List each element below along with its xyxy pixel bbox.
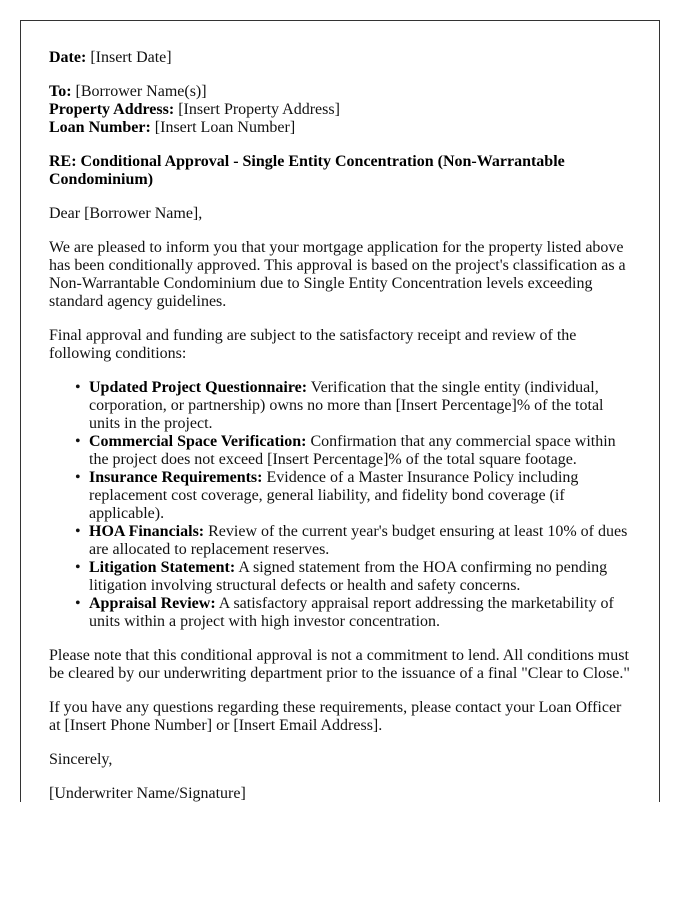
condition-text: A signed statement from the HOA confirming no pending litigation involving structural defects or health and safety concerns. bbox=[89, 559, 608, 594]
bullet-icon: • bbox=[75, 523, 81, 540]
property-address-line bbox=[49, 101, 631, 119]
recipient-block bbox=[49, 83, 631, 137]
condition-title: Updated Project Questionnaire: bbox=[89, 379, 308, 396]
condition-item bbox=[75, 523, 631, 559]
condition-title: HOA Financials: bbox=[89, 523, 205, 540]
condition-text: Evidence of a Master Insurance Policy including replacement cost coverage, general liability, and fidelity bond coverage (if applicable). bbox=[89, 469, 579, 522]
condition-item bbox=[75, 469, 631, 523]
bullet-icon: • bbox=[75, 379, 81, 396]
condition-text: Review of the current year's budget ensuring at least 10% of dues are allocated to replacement reserves. bbox=[89, 523, 628, 558]
bullet-icon: • bbox=[75, 469, 81, 486]
to-value: [Borrower Name(s)] bbox=[75, 83, 207, 100]
date-value: [Insert Date] bbox=[90, 49, 172, 66]
condition-item bbox=[75, 433, 631, 469]
signature: [Underwriter Name/Signature] bbox=[49, 785, 246, 802]
contact-paragraph: If you have any questions regarding these requirements, please contact your Loan Officer at [Insert Phone Number] or [Insert Email Address]. bbox=[49, 699, 622, 734]
date-label: Date: bbox=[49, 49, 87, 66]
to-label: To: bbox=[49, 83, 72, 100]
property-address-value: [Insert Property Address] bbox=[178, 101, 340, 118]
loan-number-line bbox=[49, 119, 631, 137]
conditions-list bbox=[49, 379, 631, 631]
property-address-label: Property Address: bbox=[49, 101, 175, 118]
closing: Sincerely, bbox=[49, 751, 113, 768]
loan-number-value: [Insert Loan Number] bbox=[154, 119, 296, 136]
condition-text: Verification that the single entity (individual, corporation, or partnership) owns no more than [Insert Percentage]% of the total units in the project. bbox=[89, 379, 604, 432]
bullet-icon: • bbox=[75, 559, 81, 576]
condition-text: A satisfactory appraisal report addressing the marketability of units within a project with high investor concentration. bbox=[89, 595, 614, 630]
condition-item bbox=[75, 595, 631, 631]
bullet-icon: • bbox=[75, 433, 81, 450]
to-line bbox=[49, 83, 631, 101]
condition-item bbox=[75, 379, 631, 433]
condition-item bbox=[75, 559, 631, 595]
condition-text: Confirmation that any commercial space within the project does not exceed [Insert Percentage]% of the total square footage. bbox=[89, 433, 616, 468]
intro-paragraph: We are pleased to inform you that your mortgage application for the property listed above has been conditionally approved. This approval is based on the project's classification as a Non-Warrantable Condominium due to Single Entity Concentration levels exceeding standard agency guidelines. bbox=[49, 239, 626, 310]
subject-line: RE: Conditional Approval - Single Entity Concentration (Non-Warrantable Condominium) bbox=[49, 153, 565, 188]
bullet-icon: • bbox=[75, 595, 81, 612]
condition-title: Insurance Requirements: bbox=[89, 469, 263, 486]
condition-title: Appraisal Review: bbox=[89, 595, 216, 612]
date-line bbox=[49, 49, 631, 67]
salutation: Dear [Borrower Name], bbox=[49, 205, 203, 222]
condition-title: Litigation Statement: bbox=[89, 559, 236, 576]
letter-document bbox=[20, 20, 660, 802]
condition-title: Commercial Space Verification: bbox=[89, 433, 307, 450]
note-paragraph: Please note that this conditional approval is not a commitment to lend. All conditions must be cleared by our underwriting department prior to the issuance of a final "Clear to Close." bbox=[49, 647, 630, 682]
conditions-intro: Final approval and funding are subject to the satisfactory receipt and review of the following conditions: bbox=[49, 327, 577, 362]
loan-number-label: Loan Number: bbox=[49, 119, 151, 136]
